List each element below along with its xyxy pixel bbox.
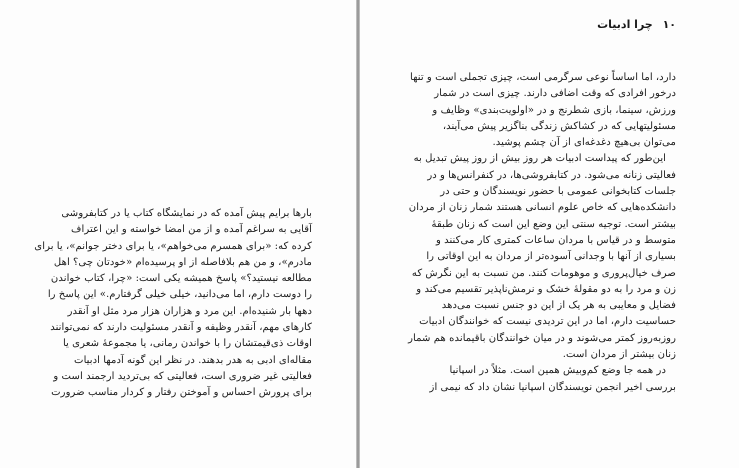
text-line: دارد، اما اساساً نوعی سرگرمی است، چیزی تجملی است و تنها bbox=[409, 72, 676, 83]
text-line: کرده که: «برای همسرم می‌خواهم»، یا برای دختر جوانم»، یا برای bbox=[34, 240, 312, 252]
text-line: جلسات کتابخوانی عمومی با حضور نویسندگان و حتی در bbox=[440, 186, 676, 198]
paragraph bbox=[408, 151, 676, 363]
text-line: بیشتر است. توجیه سنتی این وضع این است که زنان طبقهٔ bbox=[431, 218, 676, 230]
text-line: این‌طور که پیداست ادبیات هر روز بیش از روز پیش تبدیل به bbox=[413, 153, 666, 165]
text-line: مقاله‌ای ادبی به هدر بدهند. در نظر این گونه آدمها ادبیات bbox=[73, 354, 312, 366]
left-page bbox=[0, 0, 356, 468]
text-line: مادرم»، و من هم بلافاصله از او پرسیده‌ام «خودتان چی؟ اهل bbox=[53, 256, 312, 268]
text-line: درخور افرادی که وقت اضافی دارند. چیزی است در شمار bbox=[434, 88, 676, 100]
text-line: در همه جا وضع کم‌وبیش همین است. مثلاً در اسپانیا bbox=[449, 365, 666, 377]
paragraph bbox=[429, 363, 676, 396]
text-line: می‌توان بی‌هیچ دغدغه‌ای از آن چشم پوشید. bbox=[492, 137, 676, 149]
text-line: صرف خیال‌پروری و موهومات کنند. من نسبت به این نگرش که bbox=[411, 267, 676, 279]
text-line: را دوست دارم، اما می‌دانید، خیلی خیلی گرفتارم.» این پاسخ را bbox=[47, 289, 312, 301]
text-line: فعالیتی زنانه می‌شود. در کتابفروشی‌ها، در کنفرانس‌ها و در bbox=[427, 169, 676, 181]
right-page-body bbox=[408, 70, 676, 396]
text-line: فضایل و معایبی به هر یک از این دو جنس نسبت می‌دهد bbox=[441, 300, 676, 312]
text-line: دهها بار شنیده‌ام. این مرد و هزاران هزار مرد مثل او آنقدر bbox=[67, 305, 312, 317]
text-line: روزبه‌روز کمتر می‌شوند و در میان خوانندگان باقیمانده هم شمار bbox=[408, 332, 676, 344]
text-line: بارها برایم پیش آمده که در نمایشگاه کتاب یا در کتابفروشی bbox=[61, 208, 312, 219]
text-line: مطالعه نیستید؟» پاسخ همیشه یکی است: «چرا، کتاب خواندن bbox=[50, 273, 312, 285]
text-line: اوقات ذی‌قیمتشان را با خواندن رمانی، یا مجموعهٔ شعری یا bbox=[62, 338, 312, 350]
page-number: ۱۰ bbox=[662, 18, 676, 31]
text-line: بسیاری از آنها با وجدانی آسوده‌تر از مردان به این اوقاتی را bbox=[426, 251, 676, 263]
running-title: چرا ادبیات bbox=[597, 18, 653, 31]
text-line: فعالیتی غیر ضروری است، فعالیتی که بی‌تردید ارجمند است و bbox=[53, 370, 312, 382]
text-line: بررسی اخیر انجمن نویسندگان اسپانیا نشان داد که نیمی از bbox=[429, 381, 676, 393]
text-line: زن و مرد را به دو مقولهٔ خشک و نرمش‌ناپذیر تقسیم می‌کند و bbox=[416, 283, 676, 295]
text-line: ورزش، سینما، بازی شطرنج و در «اولویت‌بندی» وظایف و bbox=[432, 104, 676, 116]
text-line: برای پرورش احساس و آموختن رفتار و کردار مناسب ضرورت bbox=[51, 387, 312, 399]
paragraph bbox=[409, 70, 676, 151]
text-line: زنان بیشتر از مردان است. bbox=[562, 349, 676, 361]
text-line: مسئولیتهایی که در کشاکش زندگی بناگزیر پیش می‌آیند، bbox=[442, 120, 676, 132]
text-line: متوسط و در قیاس با مردان ساعات کمتری کار می‌کنند و bbox=[435, 234, 676, 246]
text-line: حساسیت دارم، اما در این تردیدی نیست که خوانندگان ادبیات bbox=[419, 316, 676, 328]
text-line: کارهای مهم، آنقدر وظیفه و آنقدر مسئولیت دارند که نمی‌توانند bbox=[50, 322, 312, 334]
left-page-body bbox=[34, 206, 312, 402]
text-line: آقایی به سراغم آمده و از من امضا خواسته و این اعتراف bbox=[70, 224, 312, 236]
running-header bbox=[432, 18, 676, 31]
text-line: دانشکده‌هایی که خاص علوم انسانی هستند شمار زنان از مردان bbox=[408, 202, 676, 214]
